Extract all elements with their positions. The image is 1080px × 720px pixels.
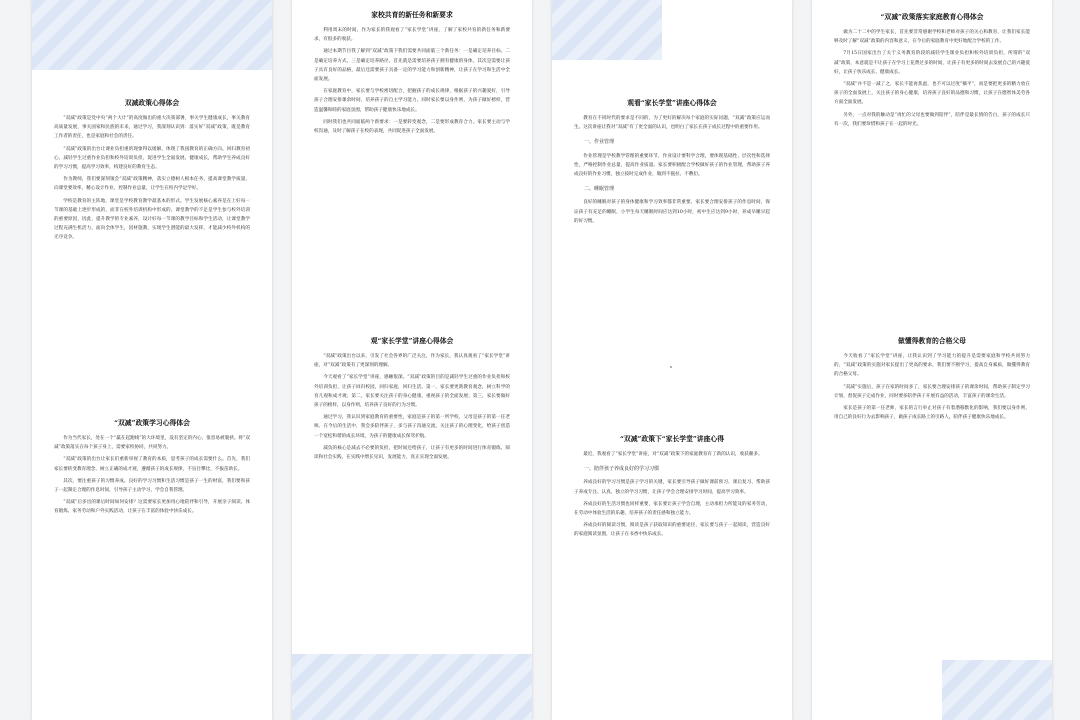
article-title: “双减”政策学习心得体会 (114, 419, 190, 427)
paragraph: 减负的核心是减去不必要的负担，把时间还给孩子，让孩子有更多的时间进行体育锻炼、阅读和社会实践，在实践中增长见识，发展能力，真正实现全面发展。 (314, 445, 510, 461)
decorative-stripe (292, 654, 532, 720)
section-heading: 一、作业管理 (584, 139, 615, 146)
paragraph: 良好的睡眠对孩子的身体健康和学习效率都非常重要。家长要合理安排孩子的作息时间，保证孩子有充足的睡眠，小学生每天睡眠时间应达到10小时，初中生应达到9小时，养成早睡早起的好习惯。 (574, 200, 770, 224)
article-block (314, 10, 510, 139)
article-title: 家校共育的新任务和新要求 (371, 11, 453, 19)
paragraph: 今天观看了“家长学堂”讲座，感触很深。“双减”政策的目的是减轻学生过重的作业负担和校外培训负担，让孩子回归校园，回归家庭，回归生活。第一，家长要更新教育观念，树立科学的育儿观和成才观；第二，家长要关注孩子的身心健康，重视孩子的全面发展；第三，家长要做好孩子的榜样，以身作则，培养孩子良好的行为习惯。 (314, 375, 510, 409)
paragraph: “双减”并不是一减了之，家长不能再焦虑，也不可以过度“躺平”，而是要把更多的精力放在孩子的全面发展上，关注孩子的身心健康，培养孩子良好的品德和习惯，让孩子在德智体美劳各方面全面发展。 (834, 82, 1030, 106)
article-block (574, 98, 770, 229)
paragraph: 通过学习，我认识到家庭教育的重要性，家庭是孩子的第一所学校，父母是孩子的第一任老师。在今后的生活中，我会多陪伴孩子，多与孩子沟通交流，关注孩子的心理变化，给孩子创造一个宽松和谐的成长环境，为孩子的健康成长保驾护航。 (314, 415, 510, 439)
paragraph: 教育在不同时代的要求是不同的，为了更好的解决每个家庭的实际问题，“双减”政策应运而生。这次讲座让我对“双减”有了更全面的认识，也明白了家长在孩子成长过程中的重要作用。 (574, 116, 770, 131)
paragraph: 另外，一点对我的触动是“再忙的父母也要做到陪伴”，陪伴是最长情的告白，孩子的成长只有一次，我们要珍惜和孩子在一起的时光。 (834, 112, 1030, 127)
paragraph: 学校是教育的主阵地，课堂是学校教育教学最基本的形式。学生发展核心素养是在上好每一节课的基础上逐步形成的，而非在校外培训机构中形成的。课堂教学的不足是学生参与校外培训的重要原因，因此，提升教学的专业素养，设计好每一节课的教学目标和学生活动，让课堂教学过程充满生机活力，面向全体学生，因材施教，实现学生潜能的最大发挥，才能减少校外机构的无序竞争。 (54, 198, 250, 241)
paragraph: 家长是孩子的第一任老师，家长的言行举止对孩子有着潜移默化的影响，我们要以身作则，用自己的良好行为去影响孩子，做孩子成长路上的引路人，陪伴孩子健康快乐地成长。 (834, 406, 1030, 421)
paragraph: 同时我们也共同面临两个新要求：一是要转变观念，二是要形成教育合力。家长要主动与学校沟通，及时了解孩子在校的表现，共同促进孩子全面发展。 (314, 119, 510, 135)
document-page-1 (32, 0, 272, 720)
paragraph: “双减”政策的出台让家长们重新审视了教育的本质，思考孩子的成长需要什么。首先，我们家长要转变教育理念，树立正确的成才观，遵循孩子的成长规律，不盲目攀比，不拔苗助长。 (54, 457, 250, 472)
article-title: 做懂得教育的合格父母 (898, 337, 966, 345)
page-dot (670, 366, 672, 368)
article-block (314, 336, 510, 465)
document-page-4 (812, 0, 1052, 720)
article-block (54, 98, 250, 246)
article-block (834, 12, 1030, 132)
paragraph: 做为二十二中的学生家长，首先要非常感谢学校和老师对孩子的关心和教育，让我们家长能够及时了解“双减”政策的内容和意义，在今后的家庭教育中更好地配合学校的工作。 (834, 30, 1030, 45)
document-page-2 (292, 0, 532, 720)
decorative-stripe (552, 0, 662, 60)
paragraph: 其次，要注重孩子的习惯养成。良好的学习习惯和生活习惯是孩子一生的财富，我们要和孩子一起制定合理的作息时间，引导孩子主动学习，学会自我管理。 (54, 478, 250, 494)
paragraph: 作为当代家长，处在一个“赢在起跑线”的大环境里，没有坚定的内心，很容易被裹挟。将“双减”政策落实在每个孩子身上，需要家校协同，共同努力。 (54, 436, 250, 451)
paragraph: 养成良好的生活习惯也同样重要，家长要让孩子学会自理，主动承担力所能及的家务劳动，在劳动中体验生活的乐趣，培养孩子的责任感和独立能力。 (574, 501, 770, 517)
paragraph: 通过本期节目我了解到“双减”政策下我们需要共同面临三个新任务：一是确定培养目标，二是确定培养方式，三是确定培养路径。首先就是需要培养孩子拥有健康的身体，其次是需要让孩子具有良好的品格，最后还需要孩子具备一定的学习能力和创新精神，让孩子在学习和生活中全面发展。 (314, 49, 510, 83)
paragraph: 养成良好的阅读习惯，阅读是孩子获取知识的重要途径，家长要与孩子一起阅读，营造良好的家庭阅读氛围，让孩子在书香中快乐成长。 (574, 523, 770, 538)
paragraph: “双减”后多出的课后时间如何安排？这需要家长更加用心地陪伴和引导，开展亲子阅读、体育锻炼、家务劳动和户外实践活动，让孩子在丰富的体验中快乐成长。 (54, 500, 250, 515)
paragraph: 在家庭教育中，家长要与学校密切配合，把握孩子的成长规律，根据孩子的兴趣爱好，引导孩子合理安排课余时间，培养孩子的自主学习能力。同时家长要以身作则，为孩子做好榜样，营造温馨和睦的家庭氛围，帮助孩子健康快乐地成长。 (314, 89, 510, 113)
section-heading: 一、陪伴孩子养成良好的学习习惯 (584, 466, 660, 473)
paragraph: 利用周末的时间，作为家长的我观看了“家长学堂”讲座，了解了家校共育的新任务和新要求，有很多的收获。 (314, 28, 510, 43)
article-title: 双减政策心得体会 (124, 99, 180, 107)
paragraph: 最近，我观看了“家长学堂”讲座，对“双减”政策下的家庭教育有了新的认识，收获颇多。 (583, 452, 763, 457)
article-title: “双减”政策下“家长学堂”讲座心得 (620, 435, 724, 443)
paragraph: 今天收看了“家长学堂”讲座，让我认识到了学习能力的提升是需要家庭和学校共同努力的，“双减”政策的实施对家长提出了更高的要求，我们要不断学习，提高自身素质，做懂得教育的合格父母。 (834, 354, 1030, 378)
article-title: 观看“家长学堂”讲座心得体会 (627, 99, 717, 107)
paragraph: “双减”政策出台以来，引发了社会各界的广泛关注，作为家长，我认真观看了“家长学堂”讲座，对“双减”政策有了更深刻的理解。 (314, 354, 510, 369)
article-block (574, 434, 770, 543)
decorative-stripe (32, 0, 272, 70)
paragraph: 作业管理是学校教学管理的重要环节，作业设计要科学合理，要体现基础性、层次性和选择性，严格控制作业总量，提高作业质量。家长要积极配合学校做好孩子的作业管理，帮助孩子养成良好的作业习惯，独立按时完成作业，做到不拖拉、不敷衍。 (574, 153, 770, 178)
paragraph: “双减”政策的出台让课业负担重的现象得以缓解，体现了我国教育的正确方向。回归教育初心，减轻学生过重作业负担和校外培训负担，促进学生全面发展、健康成长，帮助学生养成良好的学习习惯，提高学习效率，构建良好的教育生态。 (54, 146, 250, 171)
paragraph: “双减”实施后，孩子在家的时间多了，家长要合理安排孩子的课余时间，帮助孩子制定学习计划，督促孩子完成作业，同时要多陪伴孩子开展有益的活动，丰富孩子的课余生活。 (834, 384, 1030, 399)
decorative-stripe (942, 660, 1052, 720)
paragraph: “双减”政策是党中央“两个大计”的高度做出的重大决策部署，事关学生健康成长，事关教育高质量发展，事关国家和民族的未来，通过学习，我深刻认识到：落实好“双减”政策，既是教育工作者的责任，也是家庭和社会的责任。 (54, 116, 250, 140)
article-block (834, 336, 1030, 425)
article-block (54, 418, 250, 520)
paragraph: 7月15日国家出台了关于义务教育阶段的减轻学生课业负担和校外培训负担，所谓的“双减”政策，本意就是不让孩子在学习上花费过多的时间，让孩子有更多的时间去发展自己的兴趣爱好，让孩子快乐成长、健康成长。 (834, 51, 1030, 75)
article-title: “双减”政策落实家庭教育心得体会 (880, 13, 984, 21)
paragraph: 养成良好的学习习惯是孩子学习的关键，家长要引导孩子做好课前预习、课后复习，帮助孩子养成专注、认真、独立的学习习惯，让孩子学会合理安排学习时间，提高学习效率。 (574, 480, 770, 495)
paragraph: 作为教师，我们要深刻领会“双减”政策精神，落实立德树人根本任务，提高课堂教学质量，向课堂要效率，精心设计作业，控制作业总量，让学生在校内学足学好。 (54, 177, 250, 192)
document-page-3 (552, 0, 792, 720)
section-heading: 二、睡眠管理 (584, 186, 615, 193)
article-title: 观“家长学堂”讲座心得体会 (370, 337, 454, 345)
